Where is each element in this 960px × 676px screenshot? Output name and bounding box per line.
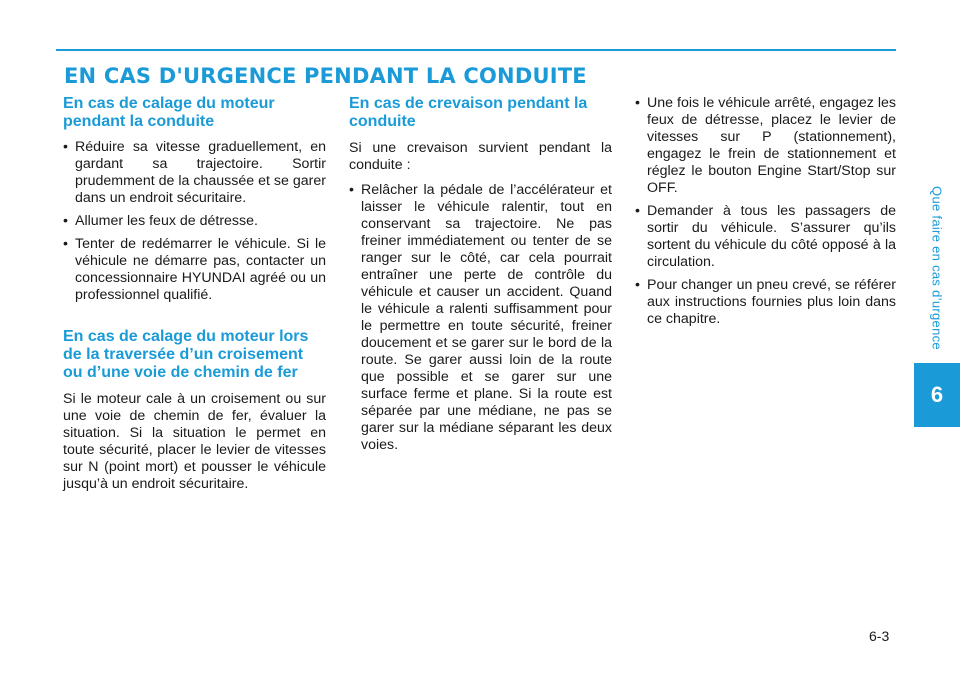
list-item: • Tenter de redémarrer le véhicule. Si le véhicule ne démarre pas, contacter un concessionnaire HYUNDAI agréé ou un professionnel qualifié. — [63, 236, 326, 304]
list-item: • Allumer les feux de détresse. — [63, 213, 326, 230]
engine-stall-list — [63, 139, 326, 304]
list-item: • Demander à tous les passagers de sortir du véhicule. S’assurer qu’ils sortent du véhicule du côté opposé à la circulation. — [635, 203, 896, 271]
list-item: • Une fois le véhicule arrêté, engagez les feux de détresse, placez le levier de vitesses sur P (stationnement), engagez le frein de stationnement et réglez le bouton Engine Start/Stop sur OFF. — [635, 95, 896, 197]
page-title: EN CAS D'URGENCE PENDANT LA CONDUITE — [64, 64, 587, 88]
column-right — [635, 95, 896, 334]
header-rule — [56, 49, 896, 51]
section-heading-flat-tire: En cas de crevaison pendant la conduite — [349, 95, 588, 130]
flat-tire-intro: Si une crevaison survient pendant la conduite : — [349, 140, 612, 173]
section-heading-engine-stall: En cas de calage du moteur pendant la conduite — [63, 95, 275, 130]
section-heading-crossing-stall: En cas de calage du moteur lors de la traversée d’un croisement ou d’une voie de chemin de fer — [63, 328, 309, 381]
flat-tire-list-continued — [635, 95, 896, 328]
page-number: 6-3 — [869, 628, 890, 644]
list-item: • Relâcher la pédale de l’accélérateur et laisser le véhicule ralentir, tout en conservant sa trajectoire. Ne pas freiner immédiatement ou tenter de se ranger sur le côté, car cela pourrait entraîner une perte de contrôle du véhicule et causer un accident. Quand le véhicule a ralenti suffisamment pour le permettre en toute sécurité, freiner doucement et se garer sur le bord de la route. Se garer aussi loin de la route que possible et se garer sur une surface ferme et plane. Si la route est séparée par une médiane, ne pas se garer sur la médiane séparant les deux voies. — [349, 182, 612, 454]
chapter-tab: 6 — [914, 363, 960, 427]
list-item: • Réduire sa vitesse graduellement, en gardant sa trajectoire. Sortir prudemment de la chaussée et se garer dans un endroit sécuritaire. — [63, 139, 326, 207]
flat-tire-list — [349, 182, 612, 454]
column-middle — [349, 95, 612, 460]
crossing-stall-paragraph: Si le moteur cale à un croisement ou sur une voie de chemin de fer, évaluer la situation. Si la situation le permet en toute sécurité, placer le levier de vitesses sur N (point mort) et pousser le véhicule jusqu’à un endroit sécuritaire. — [63, 391, 326, 492]
chapter-side-label: Que faire en cas d’urgence — [929, 186, 945, 350]
column-left — [63, 95, 326, 493]
list-item: • Pour changer un pneu crevé, se référer aux instructions fournies plus loin dans ce chapitre. — [635, 277, 896, 328]
